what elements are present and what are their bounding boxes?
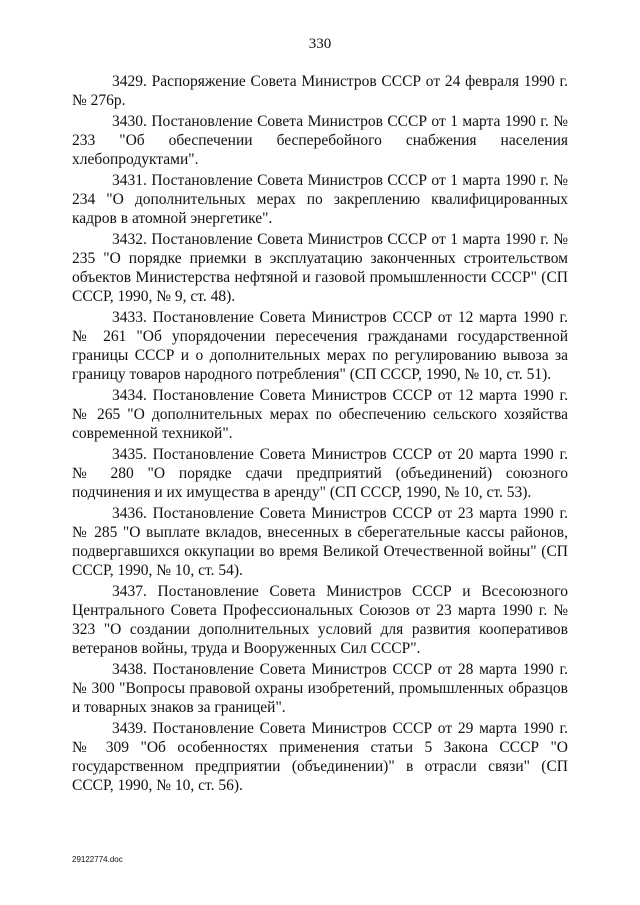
entry-3436: 3436. Постановление Совета Министров СССР от 23 марта 1990 г. № 285 "О выплате вкладов, внесенных в сберегательные кассы районов, подвергавшихся оккупации во время Великой Отечественной войны" (СП СССР, 1990, № 10, ст. 54). [72,505,568,579]
entry-3439: 3439. Постановление Совета Министров СССР от 29 марта 1990 г. № 309 "Об особенностях применения статьи 5 Закона СССР "О государственном предприятии (объединении)" в отрасли связи" (СП СССР, 1990, № 10, ст. 56). [72,720,568,794]
page-number: 330 [308,36,332,52]
entry-3437: 3437. Постановление Совета Министров СССР и Всесоюзного Центрального Совета Профессиональных Союзов от 23 марта 1990 г. № 323 "О создании дополнительных условий для развития кооперативов ветеранов войны, труда и Вооруженных Сил СССР". [72,583,568,657]
entry-3438: 3438. Постановление Совета Министров СССР от 28 марта 1990 г. № 300 "Вопросы правовой охраны изобретений, промышленных образцов и товарных знаков за границей". [72,661,568,716]
entry-3431: 3431. Постановление Совета Министров СССР от 1 марта 1990 г. № 234 "О дополнительных мерах по закреплению квалифицированных кадров в атомной энергетике". [72,172,568,227]
entry-3434: 3434. Постановление Совета Министров СССР от 12 марта 1990 г. № 265 "О дополнительных мерах по обеспечению сельского хозяйства современной техникой". [72,387,568,442]
document-body [72,72,568,797]
footer-filename: 29122774.doc [72,855,123,864]
entry-3433: 3433. Постановление Совета Министров СССР от 12 марта 1990 г. № 261 "Об упорядочении пересечения гражданами государственной границы СССР и о дополнительных мерах по регулированию вывоза за границу товаров народного потребления" (СП СССР, 1990, № 10, ст. 51). [72,309,568,383]
entry-3432: 3432. Постановление Совета Министров СССР от 1 марта 1990 г. № 235 "О порядке приемки в эксплуатацию законченных строительством объектов Министерства нефтяной и газовой промышленности СССР" (СП СССР, 1990, № 9, ст. 48). [72,231,568,305]
entry-3429: 3429. Распоряжение Совета Министров СССР от 24 февраля 1990 г. № 276р. [72,73,568,109]
entry-3430: 3430. Постановление Совета Министров СССР от 1 марта 1990 г. № 233 "Об обеспечении бесперебойного снабжения населения хлебопродуктами". [72,113,568,168]
entry-3435: 3435. Постановление Совета Министров СССР от 20 марта 1990 г. № 280 "О порядке сдачи предприятий (объединений) союзного подчинения и их имущества в аренду" (СП СССР, 1990, № 10, ст. 53). [72,446,568,501]
